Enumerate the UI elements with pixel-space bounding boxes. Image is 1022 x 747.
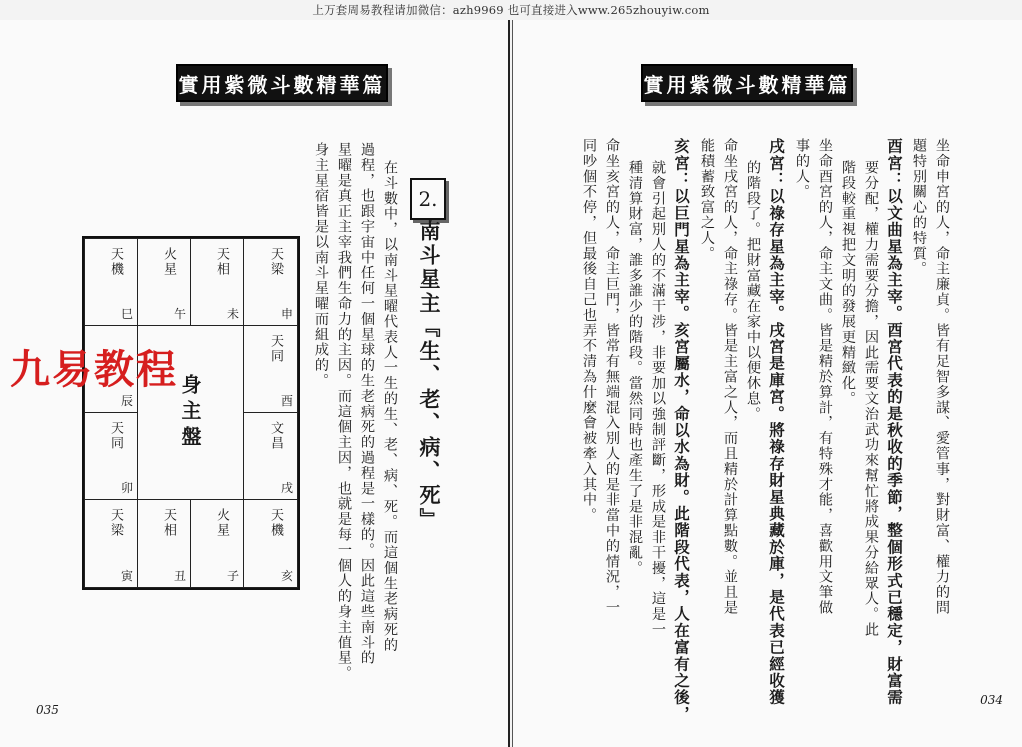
chart-center-label: 身主盤 <box>178 373 202 452</box>
chart-star: 天梁 <box>268 247 283 277</box>
section-column: 戌宮：以祿存星為主宰。戌宮是庫宮。將祿存財星典藏於庫，是代表已經收獲 <box>767 138 785 706</box>
chart-star: 火星 <box>161 247 176 277</box>
chart-branch: 酉 <box>280 394 293 408</box>
body-column: 命坐亥宮的人，命主巨門，皆常有無端混入別人的是非當中的情況，一 <box>604 138 620 616</box>
chart-cell <box>84 499 138 588</box>
chart-star: 天同 <box>268 334 283 364</box>
chart-branch: 子 <box>226 569 239 583</box>
chart-cell <box>84 412 138 500</box>
body-column: 的階段了。把財富藏在家中以便休息。 <box>745 160 761 422</box>
section-column: 酉宮：以文曲星為主宰。酉宮代表的是秋收的季節，整個形式已穩定，財富需 <box>885 138 903 706</box>
top-watermark-note: 上万套周易教程请加微信：azh9969 也可直接进入www.265zhouyiw.com <box>312 3 710 17</box>
chart-branch: 寅 <box>120 569 133 583</box>
chart-branch: 丑 <box>173 569 186 583</box>
chart-star: 天同 <box>108 421 123 451</box>
chart-branch: 亥 <box>280 569 293 583</box>
chart-star: 天機 <box>268 508 283 538</box>
body-column: 身主星宿皆是以南斗星曜而組成的。 <box>313 142 329 389</box>
section-number: 2. <box>410 178 446 220</box>
body-column: 過程，也跟宇宙中任何一個星球的生老病死的過程是一樣的。因此這些南斗的 <box>359 142 375 666</box>
chart-cell <box>190 238 244 326</box>
body-column: 命坐戌宮的人，命主祿存。皆是主富之人，而且精於計算點數。並且是 <box>722 138 738 616</box>
chart-branch: 卯 <box>120 481 133 495</box>
chart-cell <box>190 499 244 588</box>
chart-star: 天相 <box>161 508 176 538</box>
body-column: 能積蓄致富之人。 <box>699 138 715 262</box>
body-column: 題特別關心的特質。 <box>911 138 927 277</box>
chart-branch: 戌 <box>280 481 293 495</box>
chart-cell <box>243 325 298 413</box>
chart-star: 天相 <box>214 247 229 277</box>
body-column: 星曜是真正主宰我們生命力的主因。而這個主因，也就是每一個人的身主值星。 <box>336 142 352 681</box>
chart-star: 天梁 <box>108 508 123 538</box>
right-page <box>512 20 1022 747</box>
body-column: 事的人。 <box>794 138 810 200</box>
chart-cell <box>243 412 298 500</box>
chart-branch: 午 <box>173 307 186 321</box>
body-column: 要分配，權力需要分擔，因此需要文治武功來幫忙將成果分給眾人。此 <box>863 160 879 638</box>
page-number-left: 035 <box>36 703 59 717</box>
book-title-banner-left: 實用紫微斗數精華篇 <box>176 64 388 102</box>
chart-branch: 辰 <box>120 394 133 408</box>
chart-star: 天機 <box>108 247 123 277</box>
chart-cell <box>243 238 298 326</box>
body-column: 同吵個不停，但最後自己也弄不清為什麼會被牽入其中。 <box>581 138 597 523</box>
chart-cell <box>137 238 191 326</box>
section-column: 亥宮：以巨門星為主宰。亥宮屬水，命以水為財。此階段代表，人在富有之後， <box>672 138 690 723</box>
chart-branch: 巳 <box>120 307 133 321</box>
body-column: 坐命申宮的人，命主廉貞。皆有足智多謀、愛管事，對財富、權力的問 <box>934 138 950 616</box>
section-title-text: 南斗星主『生、老、病、死』 <box>417 220 441 532</box>
body-column: 就會引起別人的不滿干涉，非要加以強制評斷，形成是非干擾，這是一 <box>650 160 666 638</box>
chart-branch: 申 <box>280 307 293 321</box>
body-column: 坐命酉宮的人，命主文曲。皆是精於算計，有特殊才能，喜歡用文筆做 <box>817 138 833 616</box>
chart-cell <box>137 499 191 588</box>
chart-branch: 未 <box>226 307 239 321</box>
book-title-banner-right: 實用紫微斗數精華篇 <box>641 64 853 102</box>
section-title <box>414 220 444 532</box>
page-number-right: 034 <box>980 693 1003 707</box>
chart-cell <box>243 499 298 588</box>
watermark-logo: 九易教程 <box>10 347 178 393</box>
body-column: 階段較重視把文明的發展更精緻化。 <box>840 160 856 407</box>
chart-cell <box>84 238 138 326</box>
body-master-chart <box>82 236 300 590</box>
body-column: 種清算財富，誰多誰少的階段。當然同時也產生了是非混亂。 <box>627 160 643 576</box>
body-column: 在斗數中，以南斗星曜代表人一生的生、老、病、死。而這個生老病死的 <box>382 160 398 653</box>
chart-star: 火星 <box>214 508 229 538</box>
chart-star: 文昌 <box>268 421 283 451</box>
